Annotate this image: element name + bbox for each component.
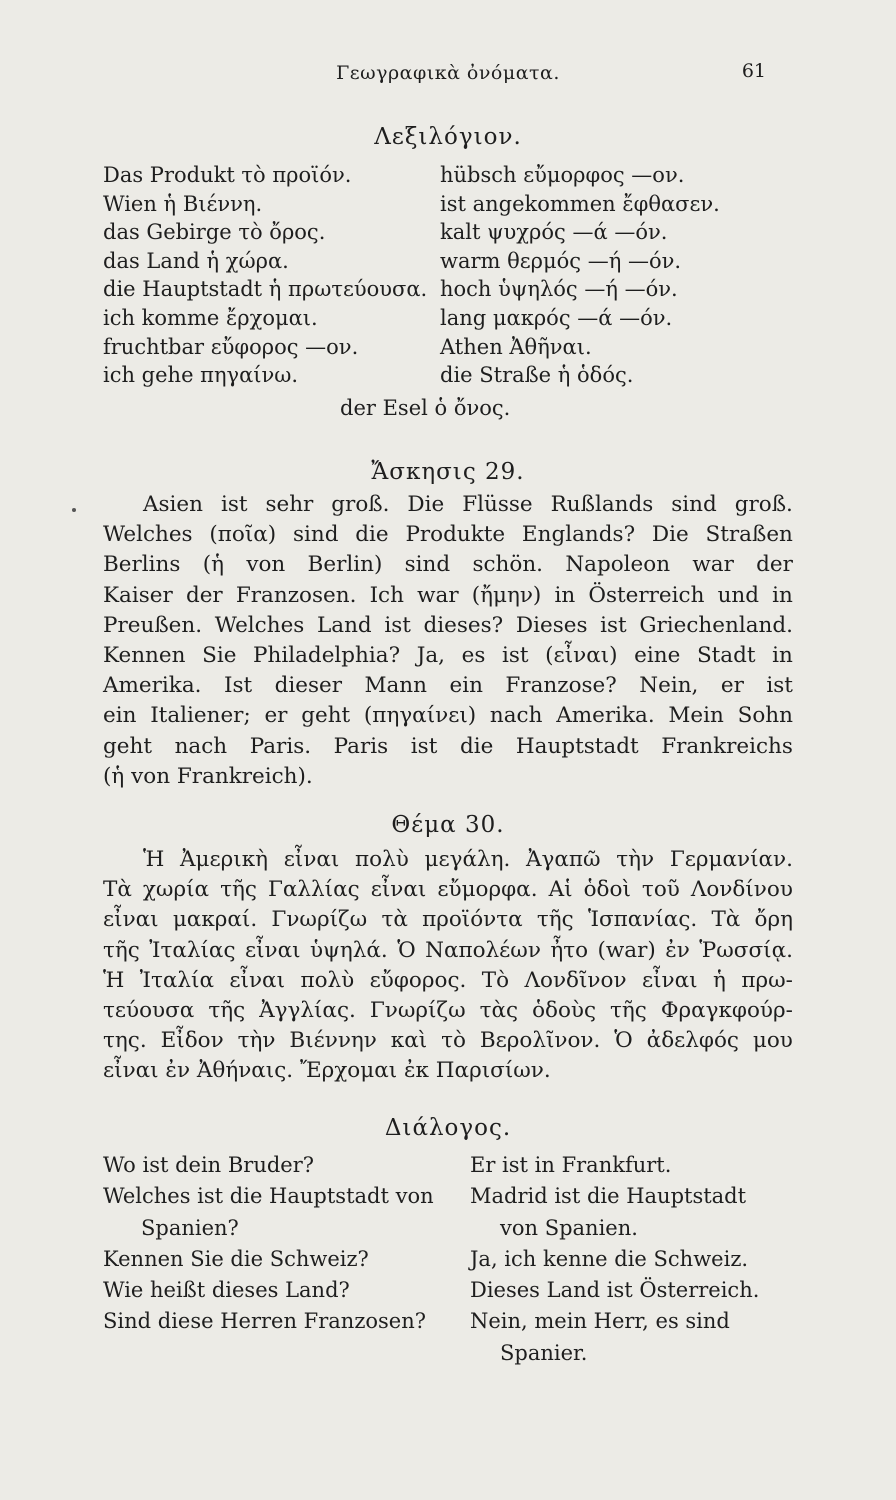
vocab-entry: ich gehe πηγαίνω. [103, 363, 299, 388]
ink-dot [72, 508, 76, 512]
vocab-entry: warm θερμός —ή —όν. [440, 248, 682, 273]
dialogue-question: Welches ist die Hauptstadt von [103, 1184, 434, 1209]
exercise-title: Ἄσκησις 29. [371, 459, 525, 485]
vocab-entry: die Straße ἡ ὁδός. [440, 363, 634, 388]
dialogue-answer: Spanier. [500, 1340, 588, 1365]
vocab-entry: lang μακρός —ά —όν. [440, 305, 673, 330]
text-line: της. Εἶδον τὴν Βιέννην καὶ τὸ Βερολῖνον. Ὁ ἀδελφός μου [103, 1028, 793, 1054]
dialogue-question: Spanien? [141, 1215, 239, 1240]
dialogue-question: Wo ist dein Bruder? [103, 1153, 315, 1177]
text-line: εἶναι ἐν Ἀθήναις. Ἔρχομαι ἐκ Παρισίων. [103, 1058, 551, 1084]
text-line: Ἡ Ἰταλία εἶναι πολὺ εὔφορος. Τὸ Λονδῖνον εἶναι ἡ πρω- [103, 967, 793, 993]
vocab-entry: hoch ὑψηλός —ή —όν. [440, 277, 678, 302]
text-line: Preußen. Welches Land ist dieses? Dieses ist Griechenland. [103, 612, 793, 638]
vocab-entry: das Land ἡ χώρα. [103, 248, 289, 273]
dialogue-answer: von Spanien. [500, 1215, 638, 1240]
text-line: τεύουσα τῆς Ἀγγλίας. Γνωρίζω τὰς ὁδοὺς τῆς Φραγκφούρ- [103, 998, 793, 1024]
text-line: Amerika. Ist dieser Mann ein Franzose? Nein, er ist [103, 673, 793, 699]
dialogue-question: Sind diese Herren Franzosen? [103, 1309, 427, 1334]
vocabulary-title: Λεξιλόγιον. [374, 124, 522, 150]
vocab-entry: hübsch εὔμορφος —ον. [440, 163, 685, 187]
text-line: εἶναι μακραί. Γνωρίζω τὰ προϊόντα τῆς Ἱσπανίας. Τὰ ὄρη [103, 907, 793, 933]
text-line: Kaiser der Franzosen. Ich war (ἤμην) in Österreich und in [103, 582, 793, 608]
dialogue-question: Kennen Sie die Schweiz? [103, 1246, 369, 1271]
dialogue-answers [470, 1150, 759, 1369]
text-line: Berlins (ἡ von Berlin) sind schön. Napoleon war der [103, 552, 793, 578]
text-line: Τὰ χωρία τῆς Γαλλίας εἶναι εὔμορφα. Αἱ ὁδοὶ τοῦ Λονδίνου [103, 877, 793, 903]
theme-text [103, 845, 793, 1087]
text-line: ein Italiener; er geht (πηγαίνει) nach Amerika. Mein Sohn [103, 703, 793, 729]
vocab-entry: Das Produkt τὸ προϊόν. [103, 163, 352, 187]
vocabulary-right-column [440, 161, 720, 390]
vocab-entry: ist angekommen ἔφθασεν. [440, 191, 720, 216]
vocab-entry: Athen Ἀθῆναι. [440, 334, 592, 359]
vocab-entry: fruchtbar εὔφορος —ον. [103, 334, 359, 359]
text-line: geht nach Paris. Paris ist die Hauptstadt Frankreichs [103, 733, 793, 759]
running-title: Γεωγραφικὰ ὀνόματα. [336, 62, 560, 84]
dialogue-answer: Dieses Land ist Österreich. [470, 1278, 760, 1303]
text-line: Kennen Sie Philadelphia? Ja, es ist (εἶναι) eine Stadt in [103, 643, 793, 669]
dialogue-answer: Nein, mein Herr, es sind [470, 1309, 730, 1334]
vocab-entry: das Gebirge τὸ ὄρος. [103, 220, 326, 245]
vocab-entry: die Hauptstadt ἡ πρωτεύουσα. [103, 277, 428, 302]
vocab-entry-centered: der Esel ὁ ὄνος. [340, 396, 511, 420]
dialogue-answer: Er ist in Frankfurt. [470, 1153, 672, 1177]
text-line: τῆς Ἰταλίας εἶναι ὑψηλά. Ὁ Ναπολέων ἦτο (war) ἐν Ῥωσσίᾳ. [103, 937, 793, 963]
dialogue-questions [103, 1150, 434, 1338]
dialogue-question: Wie heißt dieses Land? [103, 1278, 350, 1303]
text-line: (ἡ von Frankreich). [103, 763, 313, 789]
dialogue-title: Διάλογος. [384, 1115, 512, 1141]
vocab-entry: Wien ἡ Βιέννη. [103, 191, 263, 216]
exercise-text [103, 490, 793, 792]
text-line: Asien ist sehr groß. Die Flüsse Rußlands sind groß. [143, 492, 793, 517]
dialogue-answer: Madrid ist die Hauptstadt [470, 1184, 747, 1209]
page-number: 61 [741, 60, 766, 82]
text-line: Welches (ποῖα) sind die Produkte Englands? Die Straßen [103, 522, 793, 548]
vocab-entry: ich komme ἔρχομαι. [103, 305, 318, 330]
text-line: Ἡ Ἀμερικὴ εἶναι πολὺ μεγάλη. Ἀγαπῶ τὴν Γερμανίαν. [143, 847, 793, 872]
theme-title: Θέμα 30. [391, 812, 505, 838]
dialogue-answer: Ja, ich kenne die Schweiz. [470, 1246, 749, 1271]
vocabulary-left-column [103, 161, 427, 390]
vocab-entry: kalt ψυχρός —ά —όν. [440, 220, 668, 245]
